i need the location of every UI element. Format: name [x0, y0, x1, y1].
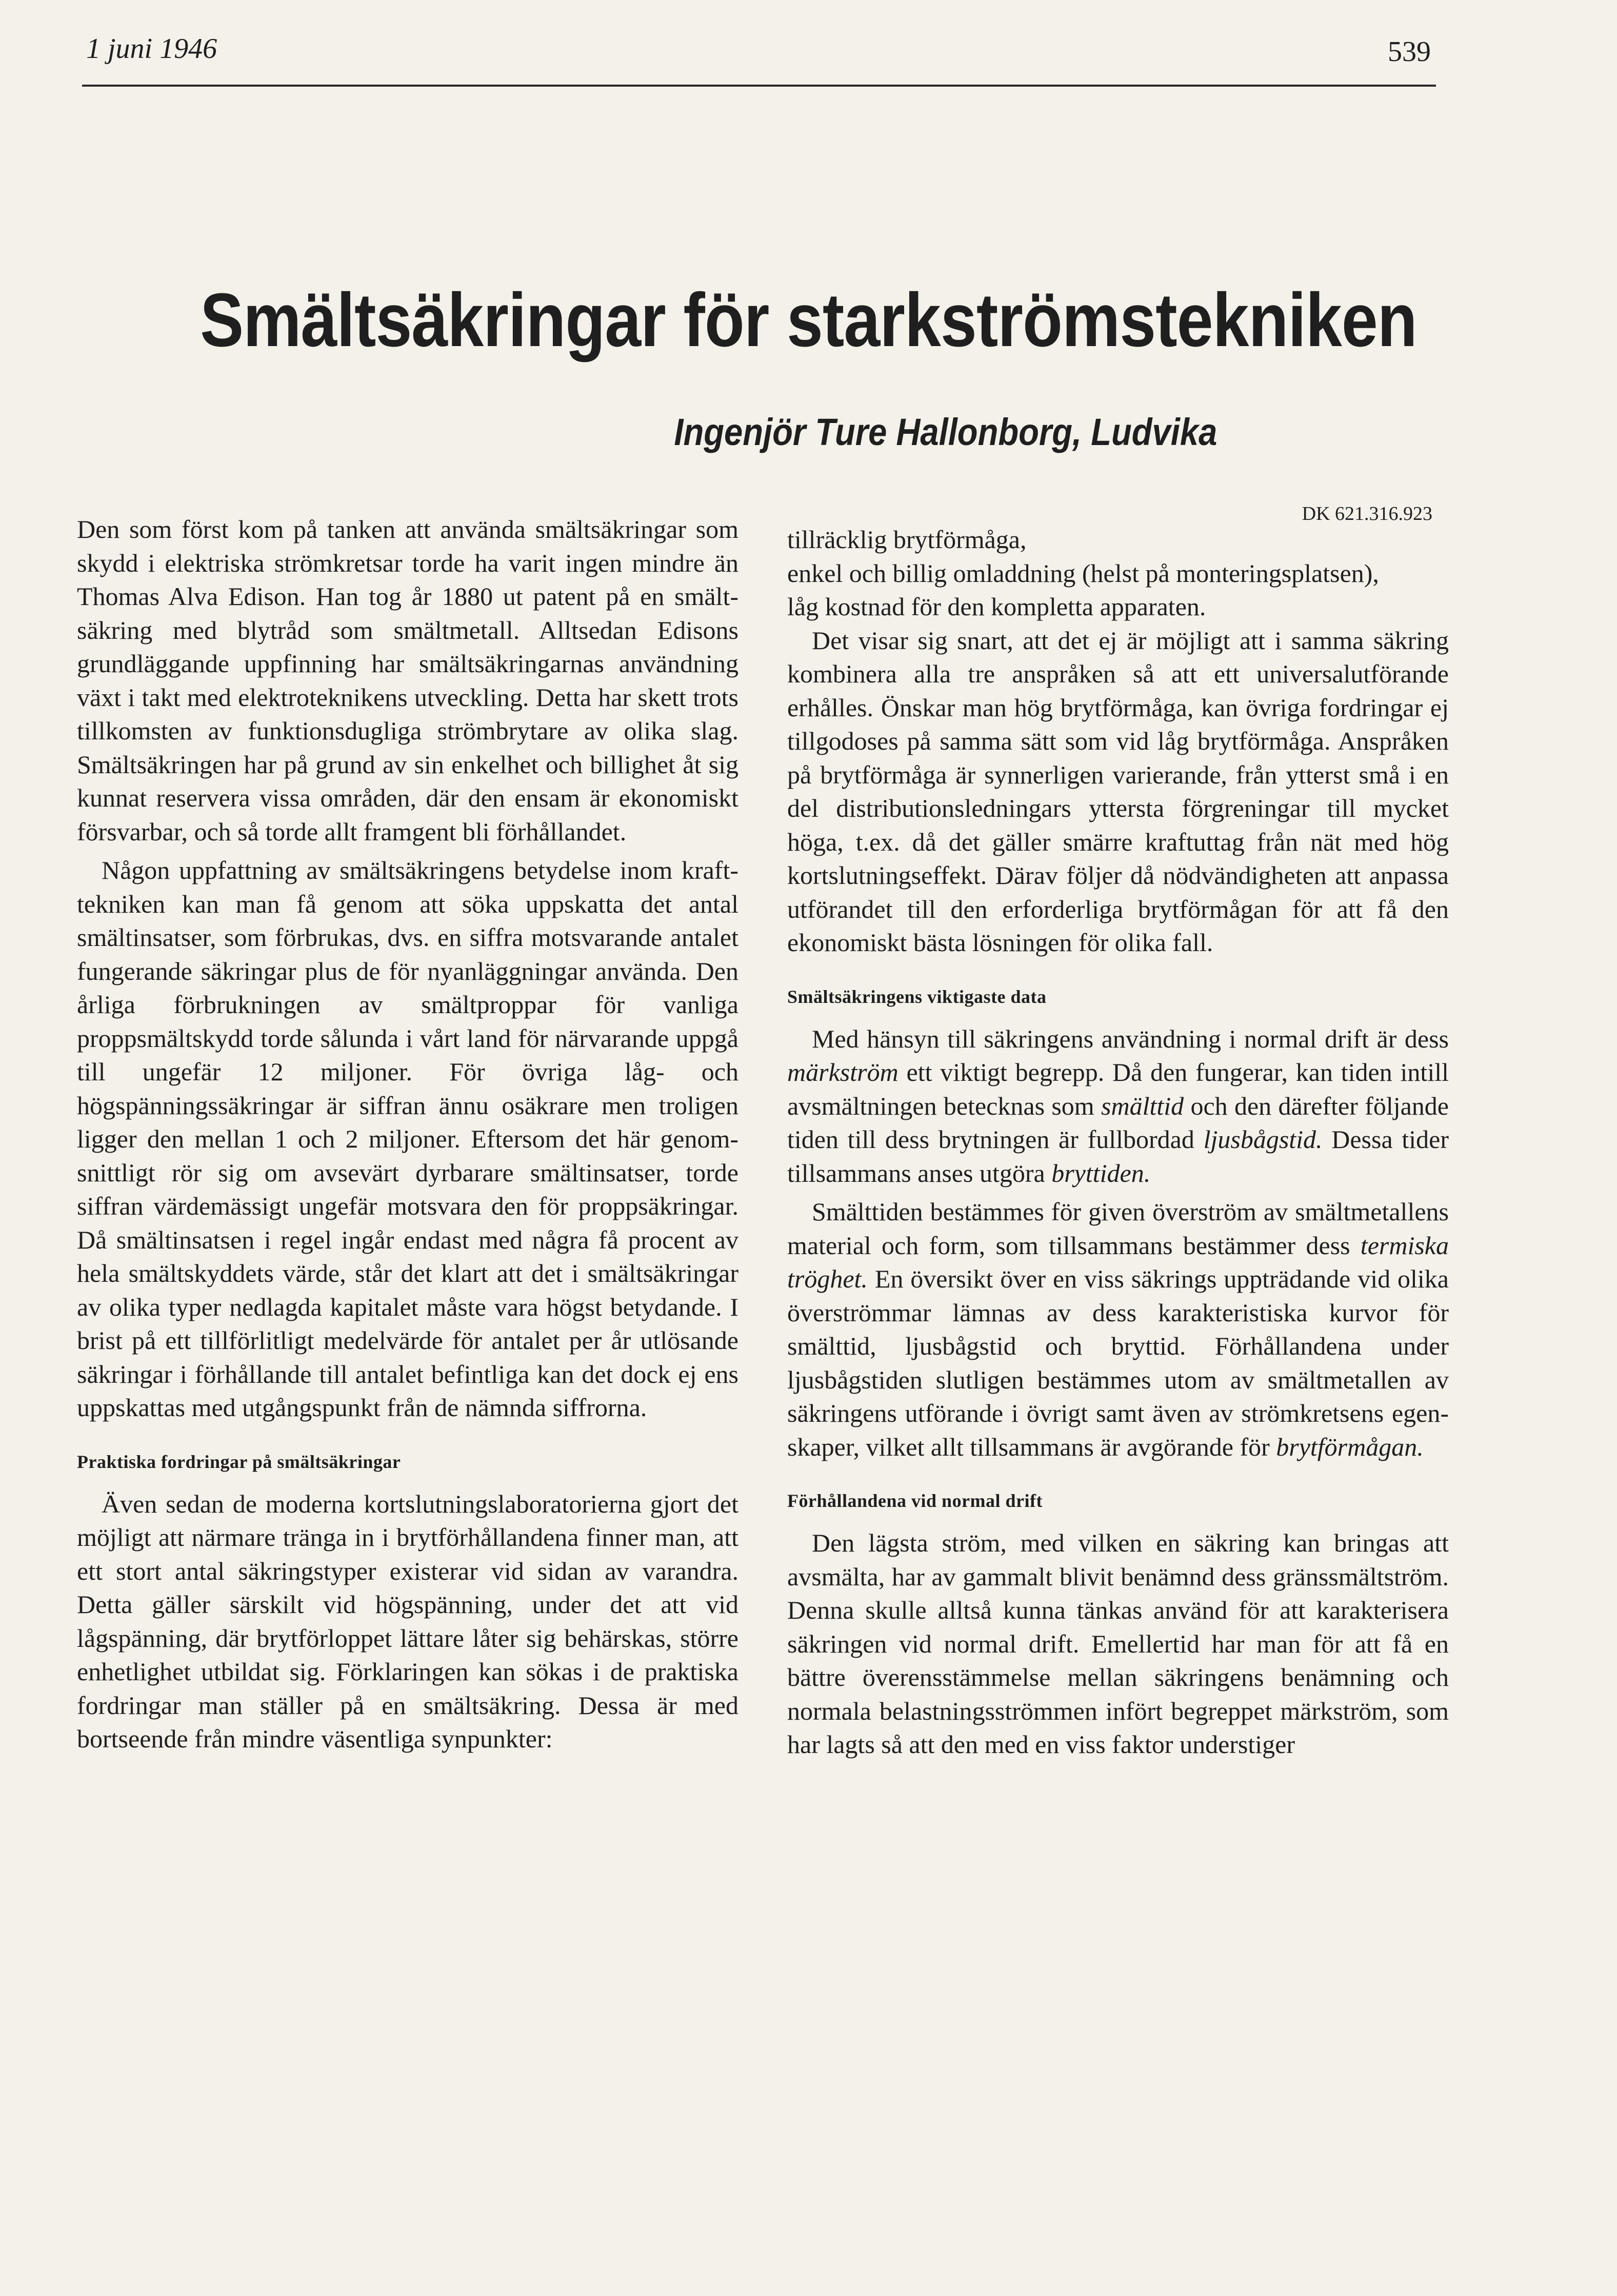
article-title: Smältsäkringar för starkströmstekniken — [200, 278, 1417, 362]
text-run: Dessa tider tillsammans anses utgöra — [787, 1125, 1449, 1187]
term-breaking-time: bryttiden. — [1051, 1158, 1151, 1187]
text-run: Med hänsyn till säkringens användning i normal drift är dess — [812, 1024, 1449, 1053]
left-paragraph-3: Även sedan de moderna kortslutningslaboratorierna gjort det möjligt att närmare tränga in i brytförhållandena finner man, att ett stort antal säkringstyper existerar vid sidan av varandra. Detta gäller särskilt vid högspänning, under det att vid lågspänning, där brytförloppet lättare låter sig behärskas, större enhetlighet utbildat sig. Förklaringen kan sökas i de praktiska fordringar man ställer på en smältsäkring. Dessa är med bortseende från mindre väsentliga synpunkter: — [77, 1489, 738, 1753]
dk-classification: DK 621.316.923 — [1302, 503, 1432, 525]
left-paragraph-2: Någon uppfattning av smältsäkringens betydelse inom krafttekniken kan man få genom att söka uppskatta det antal smältinsatser, som förbrukas, dvs. en siffra motsvarande antalet fungerande säkringar plus de för nyanläggningar använda. Den årliga förbrukningen av smältproppar för vanliga proppsmältskydd torde sålunda i vårt land för närvarande uppgå till ungefär 12 miljoner. För övriga låg- och högspänningssäkringar är siffran ännu osäkrare men troligen ligger den mellan 1 och 2 miljoner. Eftersom det här genomsnittligt rör sig om avsevärt dyrbarare smältinsatser, torde siffran värdemässigt ungefär motsvara den för proppsäkringar. Då smältinsatsen i regel ingår endast med några få procent av hela smältskyddets värde, står det klart att det i smältsäkringar av olika typer nedlagda kapitalet måste vara högst betydande. I brist på ett tillförlitligt medelvärde för antalet per år utlösande säkringar i förhållande till antalet befintliga kan det dock ej ens uppskattas med utgångspunkt från de nämnda siffrorna. — [77, 856, 738, 1422]
term-melting-time: smälttid — [1101, 1091, 1184, 1120]
right-paragraph-2 — [787, 1022, 1449, 1191]
running-header — [82, 28, 1436, 87]
text-run: ett viktigt begrepp. Då den fungerar, kan tiden intill avsmältningen betecknas som — [787, 1058, 1449, 1120]
page-number: 539 — [1388, 36, 1431, 68]
right-paragraph-1: Det visar sig snart, att det ej är möjligt att i samma säkring kombinera alla tre anspråken så att ett universalutförande erhålles. Önskar man hög brytförmåga, kan övriga fordringar ej tillgodoses på samma sätt som vid låg brytförmåga. Anspråken på brytförmåga är synnerligen varierande, från ytterst små i en del distributionsledningars yttersta förgreningar till mycket höga, t.ex. då det gäller smärre kraftuttag från nät med hög kortslutningseffekt. Därav följer då nödvändigheten att anpassa utförandet till den erforderliga brytförmågan för att få den ekonomiskt bästa lösningen för olika fall. — [787, 626, 1449, 957]
term-breaking-capacity: brytförmågan. — [1276, 1432, 1424, 1461]
right-column — [787, 523, 1449, 1767]
text-run: och den därefter följande tiden till dess brytningen är fullbordad — [787, 1091, 1449, 1154]
left-column — [77, 513, 738, 1761]
list-item: låg kostnad för den kompletta apparaten. — [787, 592, 1206, 621]
requirements-list — [787, 523, 1449, 624]
text-run: En översikt över en viss säkrings uppträdande vid olika överströmmar lämnas av dess karakteristiska kurvor för smälttid, ljusbågstid och bryttid. Förhållandena under ljusbågstiden slutligen bestämmes utom av smältmetallen av säkringens utförande i övrigt samt även av strömkretsens egenskaper, vilket allt tillsammans är avgörande för — [787, 1264, 1449, 1461]
section-heading-key-data: Smältsäkringens viktigaste data — [787, 986, 1047, 1007]
right-paragraph-4: Den lägsta ström, med vilken en säkring kan bringas att avsmälta, har av gammalt blivit benämnd dess gränssmältström. Denna skulle alltså kunna tänkas använd för att karakterisera säkringen vid normal drift. Emellertid har man för att få en bättre överensstämmelse mellan säkringens benämning och normala belastningsströmmen infört begreppet märkström, som har lagts så att den med en viss faktor understiger — [787, 1528, 1449, 1759]
term-arcing-time: ljusbågstid. — [1203, 1125, 1323, 1154]
issue-date: 1 juni 1946 — [86, 33, 217, 65]
term-rated-current: märkström — [787, 1058, 899, 1086]
section-heading-normal-operation: Förhållandena vid normal drift — [787, 1491, 1043, 1511]
right-paragraph-3 — [787, 1195, 1449, 1464]
text-run: Smälttiden bestämmes för given överström av smältmetallens material och form, som tillsammans bestämmer dess — [787, 1197, 1449, 1260]
section-heading-practical-requirements: Praktiska fordringar på smältsäkringar — [77, 1451, 401, 1472]
term-thermal-inertia: termiska tröghet. — [787, 1231, 1449, 1293]
list-item: enkel och billig omladdning (helst på monteringsplatsen), — [787, 558, 1379, 588]
left-paragraph-1: Den som först kom på tanken att använda smältsäkringar som skydd i elektriska strömkretsar torde ha varit ingen mindre än Thomas Alva Edison. Han tog år 1880 ut patent på en smältsäkring med blytråd som smältmetall. Alltsedan Edisons grundläggande uppfinning har smältsäkringarnas användning växt i takt med elektroteknikens utveckling. Detta har skett trots tillkomsten av funktionsdugliga strömbrytare av olika slag. Smältsäkringen har på grund av sin enkelhet och billighet åt sig kunnat reservera vissa områden, där den ensam är ekonomiskt försvarbar, och så torde allt framgent bli förhållandet. — [77, 515, 738, 846]
list-item: tillräcklig brytförmåga, — [787, 525, 1027, 554]
article-author: Ingenjör Ture Hallonborg, Ludvika — [674, 411, 1217, 453]
